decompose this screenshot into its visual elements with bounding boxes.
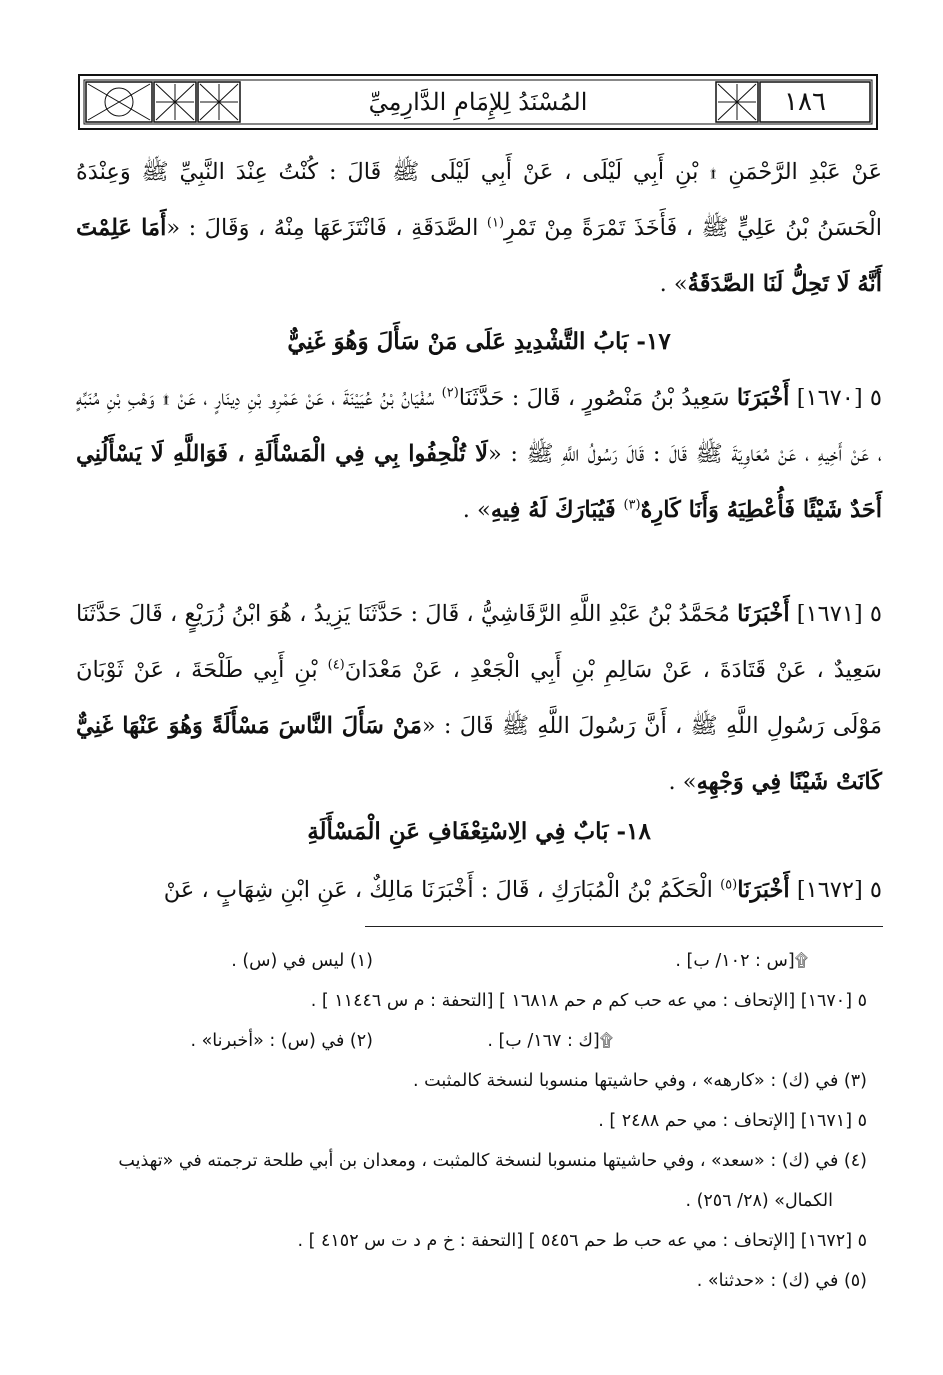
book-title: المُسْنَدُ لِلإِمَامِ الدَّارِمِيِّ [368,88,588,116]
text: » . [668,769,697,795]
takhrij-1672: ٥ [١٦٧٢] [الإتحاف : مي عه حب ط حم ٥٤٥٦ ] [التحفة : خ م د ت س ٤١٥٢ ] . [297,1231,867,1251]
footnote-marker: (١) [486,215,505,231]
akhbarana: أَخْبَرَنَا [736,385,790,411]
hadith-number: ٥ [١٦٧٢] [796,877,882,903]
hadith-1670 [76,370,882,538]
hadith-1671 [76,586,882,810]
text: الصَّدَقَةِ ، فَانْتَزَعَهَا مِنْهُ ، وَقَالَ : « [166,215,487,241]
takhrij-1670: ٥ [١٦٧٠] [الإتحاف : مي عه حب كم م حم ١٦٨١٨ ] [التحفة : م س ١١٤٤٦ ] . [310,991,867,1011]
prophetic-saying-end: فَيُبَارَكَ لَهُ فِيهِ [490,497,624,523]
prophetic-saying: أَمَا عَلِمْتَ أَنَّهُ لَا تَحِلُّ لَنَا الصَّدَقَةُ [76,215,882,297]
footnote-separator [365,926,883,927]
takhrij-1671: ٥ [١٦٧١] [الإتحاف : مي حم ٢٤٨٨ ] . [598,1111,867,1131]
text: » . [659,271,688,297]
prophetic-saying: مَنْ سَأَلَ النَّاسَ مَسْأَلَةً وَهُوَ عَنْهَا غَنِيٌّ كَانَتْ شَيْنًا فِي وَجْهِهِ [76,713,882,795]
chapter-heading: ١٨- بَابٌ فِي الِاسْتِعْفَافِ عَنِ الْمَسْأَلَةِ [307,818,651,845]
text: سُفْيَانُ بْنُ عُيَيْنَةَ ، عَنْ عَمْرِو بْنِ دِينَارٍ ، عَنْ ۩ وَهْبِ بْنِ مُنَبِّهٍ ، عَنْ أَخِيهِ ، عَنْ مُعَاوِيَةَ ﷺ قَالَ : قَالَ رَسُولُ اللَّهِ ﷺ : « [76,385,883,467]
footnote-4: (٤) في (ك) : «سعد» ، وفي حاشيتها منسوبا لنسخة كالمثبت ، ومعدان بن أبي طلحة ترجمته في «تهذيب [118,1151,867,1171]
text: » . [462,497,491,523]
hadith-number: ٥ [١٦٧١] [796,601,883,627]
footnote-3: (٣) في (ك) : «كارهه» ، وفي حاشيتها منسوبا لنسخة كالمثبت . [413,1071,867,1091]
page-number: ١٨٦ [784,87,826,117]
text: سَعِيدُ بْنُ مَنْصُورٍ ، قَالَ : حَدَّثَنَا [458,385,737,411]
manuscript-marker: ۩[ك : ١٦٧/ ب] . [487,1031,613,1051]
akhbarana: أَخْبَرَنَا [737,601,790,627]
footnote-2: (٢) في (س) : «أخبرنا» . [190,1031,373,1051]
text: بْنِ أَبِي طَلْحَةَ ، عَنْ ثَوْبَانَ مَوْلَى رَسُولِ اللَّهِ ﷺ ، أَنَّ رَسُولَ اللَّهِ ﷺ قَالَ : « [76,657,882,739]
footnote-4-continued: الكمال» (٢٨/ ٢٥٦) . [685,1191,833,1211]
hadith-1672 [76,862,882,918]
page-header [78,74,878,130]
footnote-marker: (٢) [441,385,459,401]
prophetic-saying: لَا تُلْحِفُوا بِي فِي الْمَسْأَلَةِ ، فَوَاللَّهِ لَا يَسْأَلُنِي أَحَدٌ شَيْئًا فَأُعْطِيَهُ وَأَنَا كَارِهٌ [76,441,882,523]
akhbarana: أَخْبَرَنَا [737,877,790,903]
chapter-heading: ١٧- بَابُ التَّشْدِيدِ عَلَى مَنْ سَأَلَ وَهُوَ غَنِيٌّ [287,328,671,355]
footnote-1: (١) ليس في (س) . [231,951,373,971]
hadith-paragraph-continuation [76,144,882,312]
footnote-5: (٥) في (ك) : «حدثنا» . [696,1271,867,1291]
text: عَنْ عَبْدِ الرَّحْمَنِ ۩ بْنِ أَبِي لَيْلَى ، عَنْ أَبِي لَيْلَى ﷺ قَالَ : كُنْتُ عِنْدَ النَّبِيِّ ﷺ وَعِنْدَهُ الْحَسَنُ بْنُ عَلِيٍّ ﷺ ، فَأَخَذَ تَمْرَةً مِنْ تَمْرِ [76,159,883,241]
text: مُحَمَّدُ بْنُ عَبْدِ اللَّهِ الرَّقَاشِيُّ ، قَالَ : حَدَّثَنَا يَزِيدُ ، هُوَ ابْنُ زُرَيْعٍ ، قَالَ حَدَّثَنَا سَعِيدٌ ، عَنْ قَتَادَةَ ، عَنْ سَالِمِ بْنِ أَبِي الْجَعْدِ ، عَنْ مَعْدَانَ [76,601,882,683]
text: الْحَكَمُ بْنُ الْمُبَارَكِ ، قَالَ : أَخْبَرَنَا مَالِكٌ ، عَنِ ابْنِ شِهَابٍ ، عَنْ [163,877,721,903]
manuscript-marker: ۩[س : ١٠٢/ ب] . [675,951,808,971]
footnote-marker: (٤) [327,657,345,673]
footnote-marker: (٥) [720,877,738,893]
hadith-number: ٥ [١٦٧٠] [796,385,883,411]
footnote-marker: (٣) [623,497,641,513]
